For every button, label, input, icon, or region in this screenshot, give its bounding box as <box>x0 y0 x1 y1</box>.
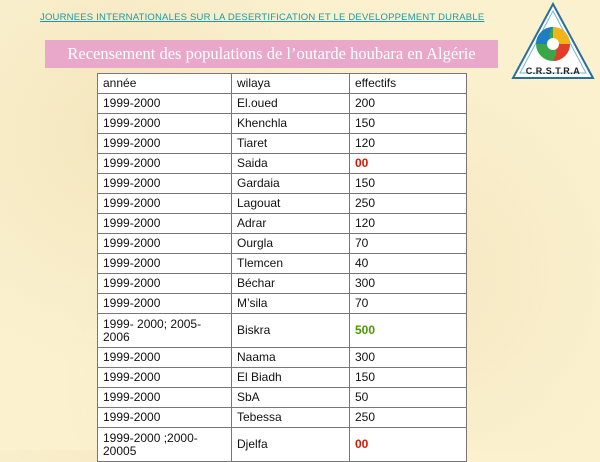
column-header-wilaya: wilaya <box>232 74 350 94</box>
title-banner <box>45 40 498 68</box>
table-header-row <box>98 74 467 94</box>
wilaya-cell: M’sila <box>232 294 350 314</box>
count-cell: 150 <box>350 174 467 194</box>
year-cell: 1999-2000 <box>98 368 232 388</box>
wilaya-cell: Tiaret <box>232 134 350 154</box>
count-cell: 70 <box>350 294 467 314</box>
table-row <box>98 294 467 314</box>
table-row <box>98 214 467 234</box>
wilaya-cell: El.oued <box>232 94 350 114</box>
year-cell: 1999-2000 <box>98 408 232 428</box>
wilaya-cell: Lagouat <box>232 194 350 214</box>
year-cell: 1999-2000 <box>98 388 232 408</box>
table-row <box>98 154 467 174</box>
count-cell: 120 <box>350 214 467 234</box>
wilaya-cell: Tebessa <box>232 408 350 428</box>
table-row <box>98 134 467 154</box>
year-cell: 1999-2000 <box>98 254 232 274</box>
table-row <box>98 254 467 274</box>
year-cell: 1999-2000 <box>98 154 232 174</box>
count-cell: 250 <box>350 194 467 214</box>
table-row <box>98 388 467 408</box>
count-cell: 120 <box>350 134 467 154</box>
count-cell: 70 <box>350 234 467 254</box>
count-cell: 40 <box>350 254 467 274</box>
conference-title-link[interactable]: JOURNEES INTERNATIONALES SUR LA DESERTIFICATION ET LE DEVELOPPEMENT DURABLE <box>40 12 485 23</box>
table-row <box>98 348 467 368</box>
table-row <box>98 428 467 462</box>
table-row <box>98 314 467 348</box>
count-cell: 00 <box>350 154 467 174</box>
wilaya-cell: Saida <box>232 154 350 174</box>
year-cell: 1999-2000 <box>98 194 232 214</box>
count-cell: 200 <box>350 94 467 114</box>
count-cell: 500 <box>350 314 467 348</box>
table-row <box>98 174 467 194</box>
count-cell: 300 <box>350 348 467 368</box>
table-row <box>98 94 467 114</box>
year-cell: 1999-2000 <box>98 234 232 254</box>
year-cell: 1999-2000 <box>98 94 232 114</box>
wilaya-cell: Djelfa <box>232 428 350 462</box>
year-cell: 1999-2000 <box>98 114 232 134</box>
population-table <box>97 73 467 462</box>
table-row <box>98 194 467 214</box>
count-cell: 300 <box>350 274 467 294</box>
column-header-year: année <box>98 74 232 94</box>
table-row <box>98 234 467 254</box>
count-cell: 50 <box>350 388 467 408</box>
year-cell: 1999-2000 ;2000-20005 <box>98 428 232 462</box>
year-cell: 1999-2000 <box>98 174 232 194</box>
table-row <box>98 274 467 294</box>
wilaya-cell: Ourgla <box>232 234 350 254</box>
year-cell: 1999- 2000; 2005-2006 <box>98 314 232 348</box>
year-cell: 1999-2000 <box>98 294 232 314</box>
year-cell: 1999-2000 <box>98 348 232 368</box>
table-row <box>98 368 467 388</box>
wilaya-cell: SbA <box>232 388 350 408</box>
year-cell: 1999-2000 <box>98 134 232 154</box>
count-cell: 250 <box>350 408 467 428</box>
count-cell: 150 <box>350 114 467 134</box>
table-row <box>98 114 467 134</box>
wilaya-cell: Khenchla <box>232 114 350 134</box>
count-cell: 00 <box>350 428 467 462</box>
logo-label: C.R.S.T.R.A <box>525 66 581 76</box>
table-row <box>98 408 467 428</box>
wilaya-cell: Béchar <box>232 274 350 294</box>
column-header-count: effectifs <box>350 74 467 94</box>
count-cell: 150 <box>350 368 467 388</box>
wilaya-cell: Naama <box>232 348 350 368</box>
wilaya-cell: Gardaia <box>232 174 350 194</box>
wilaya-cell: Biskra <box>232 314 350 348</box>
wilaya-cell: El Biadh <box>232 368 350 388</box>
wilaya-cell: Adrar <box>232 214 350 234</box>
page-title: Recensement des populations de l’outarde houbara en Algérie <box>67 44 476 63</box>
year-cell: 1999-2000 <box>98 274 232 294</box>
wilaya-cell: Tlemcen <box>232 254 350 274</box>
year-cell: 1999-2000 <box>98 214 232 234</box>
